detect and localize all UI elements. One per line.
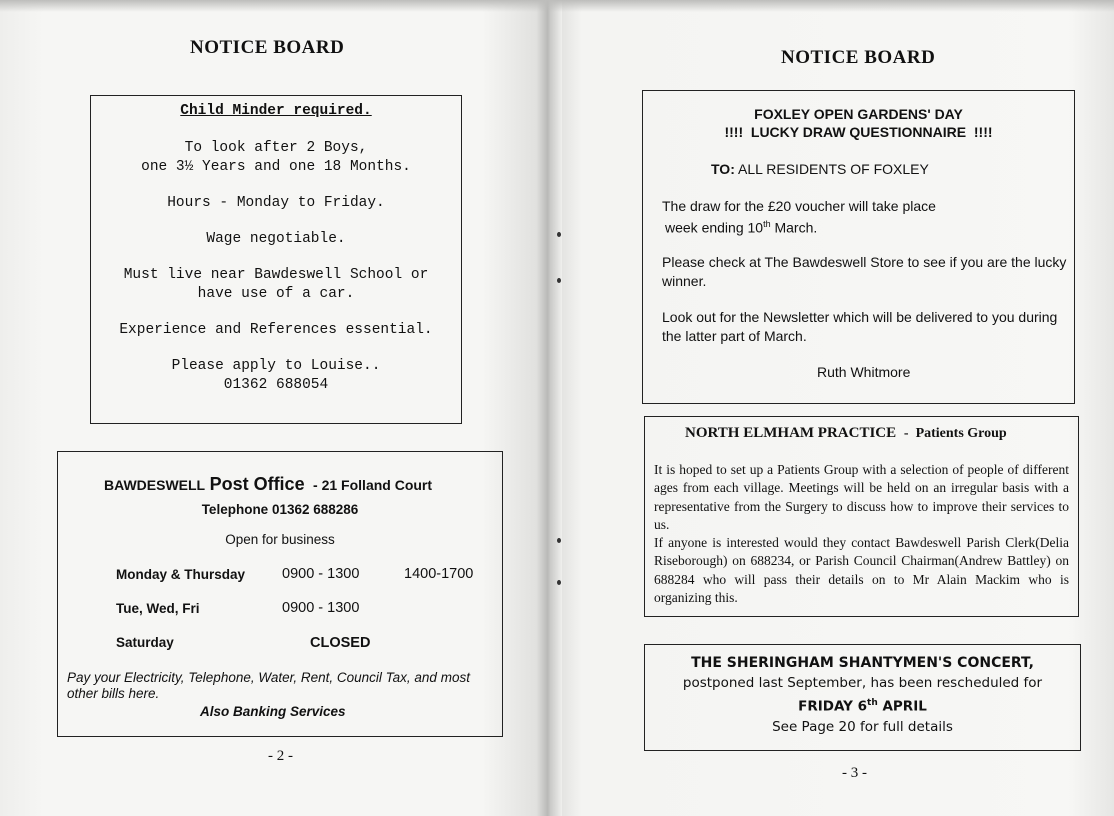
foxley-title-line1: FOXLEY OPEN GARDENS' DAY <box>754 106 963 122</box>
foxley-draw-line2 <box>662 215 1062 237</box>
post-office-banking: Also Banking Services <box>200 704 346 719</box>
hours-row-3-status: CLOSED <box>310 635 371 651</box>
post-office-name-small: BAWDESWELL <box>104 477 206 493</box>
staple-mark-1 <box>557 232 561 237</box>
elmham-notice <box>644 416 1079 617</box>
childminder-apply: Please apply to Louise.. <box>171 358 381 374</box>
concert-line3 <box>645 693 1080 717</box>
foxley-title-line2: !!!! LUCKY DRAW QUESTIONNAIRE !!!! <box>724 124 993 140</box>
right-page-number: - 3 - <box>842 765 867 781</box>
staple-mark-2 <box>557 278 561 283</box>
foxley-title <box>643 105 1074 141</box>
childminder-phone: 01362 688054 <box>223 377 329 393</box>
post-office-address: - 21 Folland Court <box>313 477 433 493</box>
post-office-notice <box>57 451 503 737</box>
childminder-line1: To look after 2 Boys, <box>184 140 368 156</box>
hours-row-1-pm: 1400-1700 <box>404 566 474 582</box>
childminder-line2: one 3½ Years and one 18 Months. <box>141 159 411 175</box>
book-spine <box>536 0 562 816</box>
foxley-draw <box>662 197 1062 237</box>
foxley-draw-line1: The draw for the £20 voucher will take place <box>662 198 936 214</box>
post-office-name <box>104 474 432 495</box>
top-shadow <box>0 0 1114 12</box>
concert-line4: See Page 20 for full details <box>772 718 953 735</box>
right-page-heading: NOTICE BOARD <box>781 47 936 68</box>
hours-row-2-day: Tue, Wed, Fri <box>116 601 200 616</box>
concert-date: FRIDAY 6 <box>798 698 868 715</box>
hours-row-1-day: Monday & Thursday <box>116 567 246 582</box>
staple-mark-3 <box>557 538 561 543</box>
concert-notice <box>644 644 1081 751</box>
concert-date-sup: th <box>867 698 878 708</box>
post-office-bills: Pay your Electricity, Telephone, Water, Rent, Council Tax, and most other bills here. <box>67 670 470 701</box>
elmham-title-row <box>685 425 1007 442</box>
staple-mark-4 <box>557 580 561 585</box>
post-office-open: Open for business <box>225 532 335 547</box>
concert-month: APRIL <box>877 698 927 715</box>
elmham-body <box>654 461 1069 607</box>
foxley-signature: Ruth Whitmore <box>817 364 911 380</box>
childminder-wage: Wage negotiable. <box>206 231 346 247</box>
elmham-title: NORTH ELMHAM PRACTICE <box>685 425 897 441</box>
post-office-telephone: Telephone 01362 688286 <box>201 502 359 517</box>
childminder-live2: have use of a car. <box>197 286 355 302</box>
foxley-draw-week: week ending 10 <box>665 219 764 236</box>
childminder-title: Child Minder required. <box>180 103 372 119</box>
concert-line2: postponed last September, has been rescheduled for <box>682 675 1043 691</box>
childminder-hours: Hours - Monday to Friday. <box>167 195 385 211</box>
foxley-to <box>711 161 929 177</box>
childminder-live1: Must live near Bawdeswell School or <box>123 267 429 283</box>
foxley-draw-month: March. <box>770 219 818 236</box>
foxley-draw-sup: th <box>763 219 771 229</box>
hours-row-2-am: 0900 - 1300 <box>282 600 360 616</box>
hours-row-3-day: Saturday <box>116 635 174 650</box>
hours-row-1-am: 0900 - 1300 <box>282 566 360 582</box>
left-page-number: - 2 - <box>268 748 293 764</box>
elmham-para2: If anyone is interested would they contact Bawdeswell Parish Clerk(Delia Riseborough) on 688234, or Parish Council Chairman(Andrew Battley) on 688284 who will pass their details on to Mr Alain Mackim who is organizing this. <box>654 535 1069 606</box>
childminder-experience: Experience and References essential. <box>119 322 433 338</box>
foxley-newsletter: Look out for the Newsletter which will be delivered to you during the latter part of March. <box>662 309 1058 344</box>
foxley-notice <box>642 90 1075 404</box>
foxley-check: Please check at The Bawdeswell Store to see if you are the lucky winner. <box>662 254 1067 289</box>
foxley-to-label: TO: <box>711 161 735 177</box>
post-office-name-big: Post Office <box>209 474 305 494</box>
concert-line1: THE SHERINGHAM SHANTYMEN'S CONCERT, <box>691 655 1034 671</box>
elmham-para1: It is hoped to set up a Patients Group with a selection of people of different ages from each village. Meetings will be held on an irregular basis with a representative from the Surgery to discuss how to improve their services to us. <box>654 462 1069 532</box>
foxley-to-text: ALL RESIDENTS OF FOXLEY <box>737 161 929 177</box>
elmham-subtitle: - Patients Group <box>903 426 1007 441</box>
left-page-heading: NOTICE BOARD <box>190 37 345 58</box>
childminder-notice <box>90 95 462 424</box>
